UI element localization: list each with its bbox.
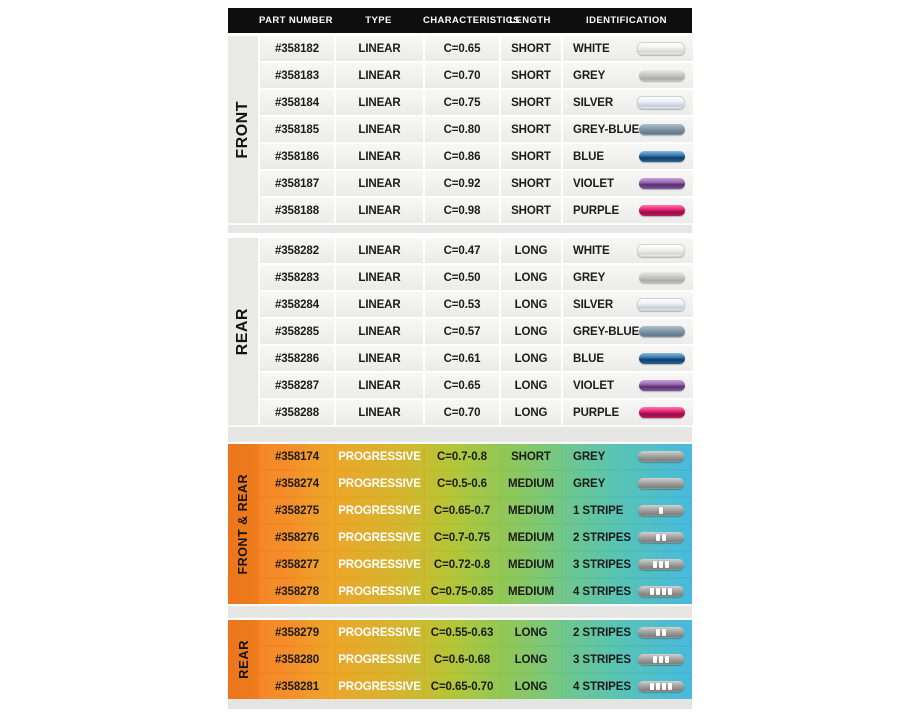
length-cell: LONG xyxy=(501,292,561,317)
type-cell: LINEAR xyxy=(336,90,423,115)
type-cell: LINEAR xyxy=(336,144,423,169)
section-linear-0 xyxy=(228,36,692,223)
section-label-text: REAR xyxy=(234,307,251,356)
stripe-mark xyxy=(662,534,666,541)
characteristics-cell: C=0.92 xyxy=(425,171,499,196)
length-cell: LONG xyxy=(501,647,561,672)
footer-strip xyxy=(228,699,692,709)
stripe-mark xyxy=(659,561,663,568)
length-cell: LONG xyxy=(501,400,561,425)
identification-label: GREY xyxy=(573,69,606,82)
section-label-front xyxy=(228,36,258,223)
stripe-mark xyxy=(662,629,666,636)
identification-label: PURPLE xyxy=(573,406,620,419)
identification-label: 3 STRIPES xyxy=(573,653,631,666)
spring-icon-violet xyxy=(639,380,685,391)
characteristics-cell: C=0.55-0.63 xyxy=(425,620,499,645)
spring-icon-pill-0 xyxy=(638,478,684,489)
stripe-marks xyxy=(638,532,684,543)
type-cell: LINEAR xyxy=(336,117,423,142)
part-number-cell: #358288 xyxy=(260,400,334,425)
length-cell: SHORT xyxy=(501,144,561,169)
spring-icon-blue xyxy=(639,151,685,162)
stripe-marks xyxy=(638,654,684,665)
spring-icon-grey-blue xyxy=(639,124,685,135)
stripe-mark xyxy=(668,683,672,690)
length-cell: SHORT xyxy=(501,36,561,61)
stripe-mark xyxy=(653,656,657,663)
length-cell: SHORT xyxy=(501,198,561,223)
identification-label: GREY xyxy=(573,271,606,284)
spring-icon-white xyxy=(637,244,685,257)
type-cell: LINEAR xyxy=(336,319,423,344)
header-identification: IDENTIFICATION xyxy=(586,15,667,26)
section-gap xyxy=(228,223,692,235)
spring-icon-purple xyxy=(639,205,685,216)
section-gap xyxy=(228,604,692,620)
type-cell: LINEAR xyxy=(336,373,423,398)
type-cell: PROGRESSIVE xyxy=(336,525,423,550)
spring-icon-pill-2 xyxy=(638,627,684,638)
type-cell: LINEAR xyxy=(336,36,423,61)
stripe-mark xyxy=(656,534,660,541)
part-number-cell: #358287 xyxy=(260,373,334,398)
stripe-mark xyxy=(665,561,669,568)
identification-cell xyxy=(563,346,693,371)
length-cell: SHORT xyxy=(501,63,561,88)
identification-label: PURPLE xyxy=(573,204,620,217)
characteristics-cell: C=0.6-0.68 xyxy=(425,647,499,672)
part-number-cell: #358183 xyxy=(260,63,334,88)
identification-cell xyxy=(563,579,692,604)
spring-icon-pill-2 xyxy=(638,532,684,543)
length-cell: MEDIUM xyxy=(501,525,561,550)
part-number-cell: #358284 xyxy=(260,292,334,317)
characteristics-cell: C=0.75-0.85 xyxy=(425,579,499,604)
identification-label: GREY xyxy=(573,477,606,490)
spring-icon-silver xyxy=(637,298,685,311)
stripe-mark xyxy=(653,561,657,568)
section-label-text: REAR xyxy=(235,640,251,679)
identification-label: BLUE xyxy=(573,352,604,365)
header-length: LENGTH xyxy=(509,15,551,26)
spring-icon-pill-4 xyxy=(638,681,684,692)
stripe-mark xyxy=(659,507,663,514)
characteristics-cell: C=0.72-0.8 xyxy=(425,552,499,577)
identification-label: 1 STRIPE xyxy=(573,504,624,517)
identification-cell xyxy=(563,674,692,699)
identification-cell xyxy=(563,647,692,672)
identification-cell xyxy=(563,498,692,523)
identification-cell xyxy=(563,117,693,142)
stripe-marks xyxy=(638,627,684,638)
identification-cell xyxy=(563,144,693,169)
stripe-marks xyxy=(638,559,684,570)
length-cell: MEDIUM xyxy=(501,471,561,496)
characteristics-cell: C=0.70 xyxy=(425,63,499,88)
spring-icon-grey xyxy=(639,70,685,81)
spring-icon-violet xyxy=(639,178,685,189)
part-number-cell: #358276 xyxy=(260,525,334,550)
length-cell: LONG xyxy=(501,319,561,344)
length-cell: SHORT xyxy=(501,444,561,469)
identification-cell xyxy=(563,471,692,496)
type-cell: LINEAR xyxy=(336,292,423,317)
type-cell: PROGRESSIVE xyxy=(336,620,423,645)
part-number-cell: #358285 xyxy=(260,319,334,344)
type-cell: PROGRESSIVE xyxy=(336,444,423,469)
spring-icon-white xyxy=(637,42,685,55)
identification-cell xyxy=(563,292,693,317)
characteristics-cell: C=0.7-0.75 xyxy=(425,525,499,550)
type-cell: PROGRESSIVE xyxy=(336,498,423,523)
spring-icon-pill-0 xyxy=(638,451,684,462)
identification-cell xyxy=(563,238,693,263)
length-cell: LONG xyxy=(501,346,561,371)
stripe-mark xyxy=(656,629,660,636)
characteristics-cell: C=0.98 xyxy=(425,198,499,223)
stripe-mark xyxy=(662,588,666,595)
part-number-cell: #358278 xyxy=(260,579,334,604)
identification-cell xyxy=(563,36,693,61)
identification-label: 2 STRIPES xyxy=(573,626,631,639)
header-type: TYPE xyxy=(365,15,392,26)
section-label-front-rear xyxy=(228,444,258,604)
identification-cell xyxy=(563,552,692,577)
stripe-mark xyxy=(668,588,672,595)
stripe-mark xyxy=(650,588,654,595)
parts-table xyxy=(228,8,692,709)
length-cell: SHORT xyxy=(501,90,561,115)
table-header xyxy=(228,8,692,33)
stripe-marks xyxy=(638,681,684,692)
identification-cell xyxy=(563,400,693,425)
length-cell: LONG xyxy=(501,238,561,263)
part-number-cell: #358185 xyxy=(260,117,334,142)
length-cell: SHORT xyxy=(501,117,561,142)
characteristics-cell: C=0.50 xyxy=(425,265,499,290)
stripe-marks xyxy=(638,505,684,516)
type-cell: PROGRESSIVE xyxy=(336,471,423,496)
type-cell: LINEAR xyxy=(336,238,423,263)
characteristics-cell: C=0.70 xyxy=(425,400,499,425)
section-label-text: FRONT xyxy=(234,100,251,159)
identification-label: SILVER xyxy=(573,96,614,109)
characteristics-cell: C=0.57 xyxy=(425,319,499,344)
part-number-cell: #358186 xyxy=(260,144,334,169)
stripe-mark xyxy=(656,588,660,595)
part-number-cell: #358280 xyxy=(260,647,334,672)
characteristics-cell: C=0.53 xyxy=(425,292,499,317)
characteristics-cell: C=0.65-0.70 xyxy=(425,674,499,699)
characteristics-cell: C=0.47 xyxy=(425,238,499,263)
part-number-cell: #358184 xyxy=(260,90,334,115)
stripe-marks xyxy=(638,586,684,597)
stripe-mark xyxy=(665,656,669,663)
section-gap xyxy=(228,425,692,444)
stripe-mark xyxy=(656,683,660,690)
section-progressive-3 xyxy=(228,620,692,699)
characteristics-cell: C=0.61 xyxy=(425,346,499,371)
identification-cell xyxy=(563,265,693,290)
spring-icon-purple xyxy=(639,407,685,418)
characteristics-cell: C=0.7-0.8 xyxy=(425,444,499,469)
section-linear-1 xyxy=(228,238,692,425)
characteristics-cell: C=0.75 xyxy=(425,90,499,115)
identification-label: GREY-BLUE xyxy=(573,325,640,338)
part-number-cell: #358281 xyxy=(260,674,334,699)
part-number-cell: #358279 xyxy=(260,620,334,645)
type-cell: LINEAR xyxy=(336,171,423,196)
identification-cell xyxy=(563,525,692,550)
length-cell: LONG xyxy=(501,620,561,645)
identification-label: 2 STRIPES xyxy=(573,531,631,544)
characteristics-cell: C=0.65 xyxy=(425,36,499,61)
identification-cell xyxy=(563,171,693,196)
identification-cell xyxy=(563,373,693,398)
type-cell: LINEAR xyxy=(336,198,423,223)
section-label-rear xyxy=(228,620,258,699)
identification-label: WHITE xyxy=(573,244,610,257)
type-cell: LINEAR xyxy=(336,265,423,290)
part-number-cell: #358277 xyxy=(260,552,334,577)
stripe-mark xyxy=(662,683,666,690)
length-cell: MEDIUM xyxy=(501,579,561,604)
header-part-number: PART NUMBER xyxy=(259,15,333,26)
identification-label: 4 STRIPES xyxy=(573,585,631,598)
identification-label: GREY xyxy=(573,450,606,463)
spring-icon-pill-4 xyxy=(638,586,684,597)
length-cell: MEDIUM xyxy=(501,498,561,523)
identification-label: GREY-BLUE xyxy=(573,123,640,136)
type-cell: LINEAR xyxy=(336,400,423,425)
part-number-cell: #358187 xyxy=(260,171,334,196)
stripe-mark xyxy=(659,656,663,663)
section-label-rear xyxy=(228,238,258,425)
identification-label: VIOLET xyxy=(573,177,614,190)
part-number-cell: #358274 xyxy=(260,471,334,496)
identification-cell xyxy=(563,620,692,645)
stripe-mark xyxy=(650,683,654,690)
length-cell: LONG xyxy=(501,265,561,290)
spring-icon-pill-3 xyxy=(638,559,684,570)
identification-cell xyxy=(563,198,693,223)
type-cell: PROGRESSIVE xyxy=(336,579,423,604)
identification-cell xyxy=(563,319,693,344)
type-cell: PROGRESSIVE xyxy=(336,647,423,672)
part-number-cell: #358275 xyxy=(260,498,334,523)
characteristics-cell: C=0.65-0.7 xyxy=(425,498,499,523)
length-cell: MEDIUM xyxy=(501,552,561,577)
identification-label: SILVER xyxy=(573,298,614,311)
spring-icon-pill-3 xyxy=(638,654,684,665)
section-progressive-2 xyxy=(228,444,692,604)
part-number-cell: #358182 xyxy=(260,36,334,61)
identification-cell xyxy=(563,444,692,469)
type-cell: PROGRESSIVE xyxy=(336,552,423,577)
characteristics-cell: C=0.5-0.6 xyxy=(425,471,499,496)
type-cell: PROGRESSIVE xyxy=(336,674,423,699)
part-number-cell: #358174 xyxy=(260,444,334,469)
spring-icon-grey xyxy=(639,272,685,283)
characteristics-cell: C=0.86 xyxy=(425,144,499,169)
part-number-cell: #358286 xyxy=(260,346,334,371)
header-characteristics: CHARACTERISTICS xyxy=(423,15,520,26)
identification-label: VIOLET xyxy=(573,379,614,392)
spring-icon-pill-1 xyxy=(638,505,684,516)
characteristics-cell: C=0.80 xyxy=(425,117,499,142)
spring-icon-silver xyxy=(637,96,685,109)
identification-label: BLUE xyxy=(573,150,604,163)
length-cell: LONG xyxy=(501,674,561,699)
identification-label: WHITE xyxy=(573,42,610,55)
spring-icon-blue xyxy=(639,353,685,364)
characteristics-cell: C=0.65 xyxy=(425,373,499,398)
length-cell: SHORT xyxy=(501,171,561,196)
part-number-cell: #358283 xyxy=(260,265,334,290)
identification-cell xyxy=(563,63,693,88)
identification-label: 3 STRIPES xyxy=(573,558,631,571)
length-cell: LONG xyxy=(501,373,561,398)
part-number-cell: #358282 xyxy=(260,238,334,263)
type-cell: LINEAR xyxy=(336,346,423,371)
section-label-text: FRONT & REAR xyxy=(236,473,250,575)
part-number-cell: #358188 xyxy=(260,198,334,223)
identification-cell xyxy=(563,90,693,115)
identification-label: 4 STRIPES xyxy=(573,680,631,693)
spring-icon-grey-blue xyxy=(639,326,685,337)
type-cell: LINEAR xyxy=(336,63,423,88)
